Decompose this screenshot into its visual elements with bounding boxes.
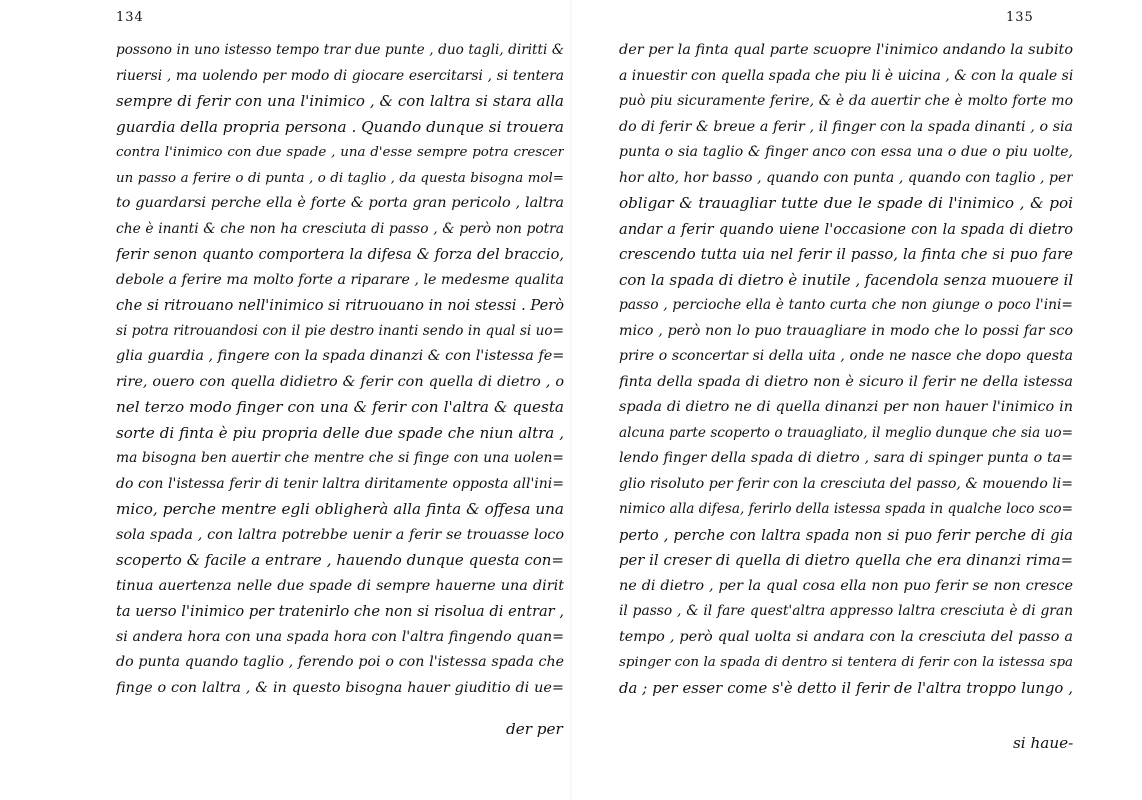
text-line: crescendo tutta uia nel ferir il passo, la finta che si puo fare xyxy=(619,246,1073,263)
text-line: possono in uno istesso tempo trar due punte , duo tagli, diritti & xyxy=(116,42,564,58)
text-line: prire o sconcertar si della uita , onde ne nasce che dopo questa xyxy=(619,348,1073,364)
text-line: passo , percioche ella è tanto curta che non giunge o poco l'ini= xyxy=(619,297,1073,313)
text-line: spinger con la spada di dentro si tentera di ferir con la istessa spa xyxy=(619,655,1073,670)
text-line: ferir senon quanto comportera la difesa & forza del braccio, xyxy=(116,246,564,263)
text-line: nimico alla difesa, ferirlo della istessa spada in qualche loco sco= xyxy=(619,501,1073,517)
text-line: può piu sicuramente ferire, & è da auertir che è molto forte mo xyxy=(619,93,1073,109)
text-line: da ; per esser come s'è detto il ferir de l'altra troppo lungo , xyxy=(619,679,1073,697)
text-line: alcuna parte scoperto o trauagliato, il meglio dunque che sia uo= xyxy=(619,424,1073,441)
text-line: rire, ouero con quella didietro & ferir con quella di dietro , o xyxy=(116,373,564,390)
right-page xyxy=(571,0,1142,800)
text-line: debole a ferire ma molto forte a riparare , le medesme qualita xyxy=(116,271,564,288)
text-line: ma bisogna ben auertir che mentre che si finge con una uolen= xyxy=(116,450,564,466)
text-line: spada di dietro ne di quella dinanzi per non hauer l'inimico in xyxy=(619,399,1073,415)
text-line: andar a ferir quando uiene l'occasione con la spada di dietro xyxy=(619,220,1073,238)
text-line: si potra ritrouandosi con il pie destro inanti sendo in qual si uo= xyxy=(116,322,564,339)
text-line: contra l'inimico con due spade , una d'esse sempre potra crescer xyxy=(116,145,564,160)
text-line: mico, perche mentre egli obligherà alla finta & offesa una xyxy=(116,500,564,518)
text-line: si andera hora con una spada hora con l'altra fingendo quan= xyxy=(116,628,564,645)
catchword: si haue- xyxy=(1013,734,1074,752)
text-line: a inuestir con quella spada che piu li è uicina , & con la quale si xyxy=(619,67,1073,84)
text-block xyxy=(116,38,564,701)
text-block xyxy=(619,38,1073,701)
text-line: finge o con laltra , & in questo bisogna hauer giuditio di ue= xyxy=(116,679,564,696)
text-line: do di ferir & breue a ferir , il finger con la spada dinanti , o sia xyxy=(619,118,1073,135)
text-line: hor alto, hor basso , quando con punta , quando con taglio , per xyxy=(619,169,1073,186)
text-line: un passo a ferire o di punta , o di taglio , da questa bisogna mol= xyxy=(116,170,564,186)
text-line: perto , perche con laltra spada non si puo ferir perche di gia xyxy=(619,526,1073,544)
text-line: ta uerso l'inimico per tratenirlo che non si risolua di entrar , xyxy=(116,603,564,620)
text-line: to guardarsi perche ella è forte & porta gran pericolo , laltra xyxy=(116,195,564,211)
text-line: tempo , però qual uolta si andara con la cresciuta del passo a xyxy=(619,628,1073,645)
text-line: per il creser di quella di dietro quella che era dinanzi rima= xyxy=(619,552,1073,569)
text-line: lendo finger della spada di dietro , sara di spinger punta o ta= xyxy=(619,450,1073,466)
text-line: sola spada , con laltra potrebbe uenir a ferir se trouasse loco xyxy=(116,526,564,543)
catchword: der per xyxy=(506,720,563,738)
text-line: che è inanti & che non ha cresciuta di passo , & però non potra xyxy=(116,220,564,237)
text-line: do con l'istessa ferir di tenir laltra diritamente opposta all'ini= xyxy=(116,475,564,492)
text-line: der per la finta qual parte scuopre l'inimico andando la subito xyxy=(619,42,1073,58)
text-line: punta o sia taglio & finger anco con essa una o due o piu uolte, xyxy=(619,144,1073,160)
text-line: glia guardia , fingere con la spada dinanzi & con l'istessa fe= xyxy=(116,348,564,364)
text-line: riuersi , ma uolendo per modo di giocare esercitarsi , si tentera xyxy=(116,67,564,84)
text-line: do punta quando taglio , ferendo poi o con l'istessa spada che xyxy=(116,654,564,670)
text-line: con la spada di dietro è inutile , facendola senza muouere il xyxy=(619,270,1073,289)
text-line: sorte di finta è piu propria delle due spade che niun altra , xyxy=(116,423,564,442)
text-line: obligar & trauagliar tutte due le spade di l'inimico , & poi xyxy=(619,194,1073,212)
text-line: che si ritrouano nell'inimico si ritruouano in noi stessi . Però xyxy=(116,297,564,314)
text-line: glio risoluto per ferir con la cresciuta del passo, & mouendo li= xyxy=(619,475,1073,492)
text-line: nel terzo modo finger con una & ferir con l'altra & questa xyxy=(116,398,564,416)
text-line: il passo , & il fare quest'altra appresso laltra cresciuta è di gran xyxy=(619,603,1073,619)
page-number: 135 xyxy=(1006,10,1034,25)
text-line: mico , però non lo puo trauagliare in modo che lo possi far sco xyxy=(619,322,1073,339)
text-line: guardia della propria persona . Quando dunque si trouera xyxy=(116,117,564,136)
page-number: 134 xyxy=(116,10,144,25)
text-line: ne di dietro , per la qual cosa ella non puo ferir se non cresce xyxy=(619,577,1073,594)
text-line: scoperto & facile a entrare , hauendo dunque questa con= xyxy=(116,551,564,569)
text-line: tinua auertenza nelle due spade di sempre hauerne una dirit xyxy=(116,577,564,594)
text-line: finta della spada di dietro non è sicuro il ferir ne della istessa xyxy=(619,373,1073,390)
text-line: sempre di ferir con una l'inimico , & con laltra si stara alla xyxy=(116,92,564,110)
